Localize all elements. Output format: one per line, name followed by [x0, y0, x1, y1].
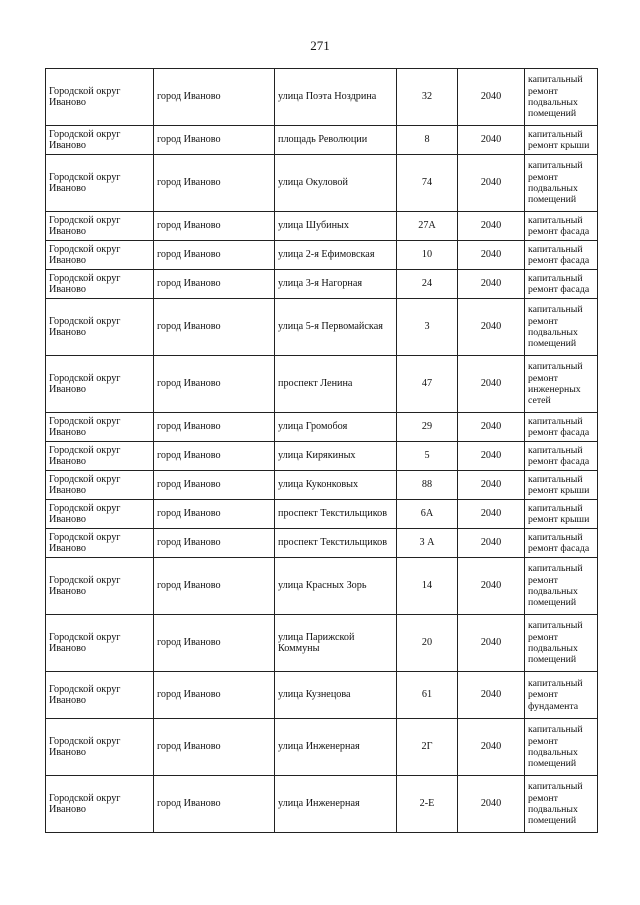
year-cell: 2040: [458, 155, 525, 212]
year-cell: 2040: [458, 776, 525, 833]
table-row: [46, 776, 598, 833]
year-cell: 2040: [458, 69, 525, 126]
street-cell: улица 5-я Первомайская: [275, 299, 397, 356]
city-cell: город Иваново: [154, 356, 275, 413]
okrug-cell: Городской округ Иваново: [46, 126, 154, 155]
okrug-cell: Городской округ Иваново: [46, 442, 154, 471]
city-cell: город Иваново: [154, 500, 275, 529]
work-type-cell: капитальный ремонт подвальных помещений: [525, 558, 598, 615]
city-cell: город Иваново: [154, 719, 275, 776]
street-cell: проспект Текстильщиков: [275, 529, 397, 558]
work-type-cell: капитальный ремонт подвальных помещений: [525, 615, 598, 672]
work-type-cell: капитальный ремонт подвальных помещений: [525, 719, 598, 776]
year-cell: 2040: [458, 719, 525, 776]
street-cell: улица Поэта Ноздрина: [275, 69, 397, 126]
city-cell: город Иваново: [154, 126, 275, 155]
house-number-cell: 14: [397, 558, 458, 615]
house-number-cell: 29: [397, 413, 458, 442]
registry-table-body: [46, 69, 598, 833]
year-cell: 2040: [458, 413, 525, 442]
year-cell: 2040: [458, 270, 525, 299]
work-type-cell: капитальный ремонт подвальных помещений: [525, 69, 598, 126]
okrug-cell: Городской округ Иваново: [46, 212, 154, 241]
table-row: [46, 719, 598, 776]
table-row: [46, 155, 598, 212]
street-cell: улица 2-я Ефимовская: [275, 241, 397, 270]
city-cell: город Иваново: [154, 299, 275, 356]
okrug-cell: Городской округ Иваново: [46, 719, 154, 776]
city-cell: город Иваново: [154, 413, 275, 442]
okrug-cell: Городской округ Иваново: [46, 155, 154, 212]
house-number-cell: 3 А: [397, 529, 458, 558]
okrug-cell: Городской округ Иваново: [46, 615, 154, 672]
street-cell: улица Красных Зорь: [275, 558, 397, 615]
street-cell: улица Кузнецова: [275, 672, 397, 719]
city-cell: город Иваново: [154, 442, 275, 471]
table-row: [46, 69, 598, 126]
city-cell: город Иваново: [154, 212, 275, 241]
table-row: [46, 672, 598, 719]
street-cell: проспект Ленина: [275, 356, 397, 413]
table-row: [46, 529, 598, 558]
city-cell: город Иваново: [154, 672, 275, 719]
work-type-cell: капитальный ремонт подвальных помещений: [525, 776, 598, 833]
street-cell: улица Парижской Коммуны: [275, 615, 397, 672]
okrug-cell: Городской округ Иваново: [46, 241, 154, 270]
year-cell: 2040: [458, 529, 525, 558]
house-number-cell: 5: [397, 442, 458, 471]
street-cell: улица Куконковых: [275, 471, 397, 500]
street-cell: улица Инженерная: [275, 719, 397, 776]
street-cell: площадь Революции: [275, 126, 397, 155]
house-number-cell: 3: [397, 299, 458, 356]
page-number: 271: [310, 38, 330, 53]
street-cell: улица Кирякиных: [275, 442, 397, 471]
city-cell: город Иваново: [154, 69, 275, 126]
registry-table: [45, 68, 598, 833]
house-number-cell: 74: [397, 155, 458, 212]
year-cell: 2040: [458, 672, 525, 719]
year-cell: 2040: [458, 212, 525, 241]
table-row: [46, 500, 598, 529]
city-cell: город Иваново: [154, 558, 275, 615]
year-cell: 2040: [458, 500, 525, 529]
table-row: [46, 241, 598, 270]
house-number-cell: 6А: [397, 500, 458, 529]
table-row: [46, 615, 598, 672]
okrug-cell: Городской округ Иваново: [46, 529, 154, 558]
city-cell: город Иваново: [154, 241, 275, 270]
work-type-cell: капитальный ремонт подвальных помещений: [525, 155, 598, 212]
year-cell: 2040: [458, 299, 525, 356]
okrug-cell: Городской округ Иваново: [46, 672, 154, 719]
okrug-cell: Городской округ Иваново: [46, 69, 154, 126]
city-cell: город Иваново: [154, 776, 275, 833]
okrug-cell: Городской округ Иваново: [46, 270, 154, 299]
year-cell: 2040: [458, 558, 525, 615]
work-type-cell: капитальный ремонт фундамента: [525, 672, 598, 719]
table-row: [46, 442, 598, 471]
city-cell: город Иваново: [154, 155, 275, 212]
house-number-cell: 20: [397, 615, 458, 672]
house-number-cell: 24: [397, 270, 458, 299]
table-row: [46, 299, 598, 356]
street-cell: улица Громобоя: [275, 413, 397, 442]
work-type-cell: капитальный ремонт фасада: [525, 529, 598, 558]
work-type-cell: капитальный ремонт крыши: [525, 500, 598, 529]
year-cell: 2040: [458, 471, 525, 500]
house-number-cell: 2Г: [397, 719, 458, 776]
work-type-cell: капитальный ремонт крыши: [525, 471, 598, 500]
city-cell: город Иваново: [154, 529, 275, 558]
house-number-cell: 88: [397, 471, 458, 500]
street-cell: улица Инженерная: [275, 776, 397, 833]
house-number-cell: 32: [397, 69, 458, 126]
year-cell: 2040: [458, 241, 525, 270]
work-type-cell: капитальный ремонт фасада: [525, 270, 598, 299]
house-number-cell: 61: [397, 672, 458, 719]
table-row: [46, 126, 598, 155]
table-row: [46, 356, 598, 413]
work-type-cell: капитальный ремонт подвальных помещений: [525, 299, 598, 356]
city-cell: город Иваново: [154, 270, 275, 299]
table-row: [46, 413, 598, 442]
house-number-cell: 10: [397, 241, 458, 270]
city-cell: город Иваново: [154, 615, 275, 672]
table-row: [46, 558, 598, 615]
okrug-cell: Городской округ Иваново: [46, 413, 154, 442]
table-row: [46, 212, 598, 241]
work-type-cell: капитальный ремонт инженерных сетей: [525, 356, 598, 413]
street-cell: улица Окуловой: [275, 155, 397, 212]
year-cell: 2040: [458, 615, 525, 672]
table-row: [46, 270, 598, 299]
year-cell: 2040: [458, 442, 525, 471]
work-type-cell: капитальный ремонт фасада: [525, 442, 598, 471]
street-cell: проспект Текстильщиков: [275, 500, 397, 529]
street-cell: улица Шубиных: [275, 212, 397, 241]
okrug-cell: Городской округ Иваново: [46, 776, 154, 833]
house-number-cell: 47: [397, 356, 458, 413]
street-cell: улица 3-я Нагорная: [275, 270, 397, 299]
table-row: [46, 471, 598, 500]
house-number-cell: 2-Е: [397, 776, 458, 833]
okrug-cell: Городской округ Иваново: [46, 356, 154, 413]
work-type-cell: капитальный ремонт крыши: [525, 126, 598, 155]
work-type-cell: капитальный ремонт фасада: [525, 212, 598, 241]
house-number-cell: 27А: [397, 212, 458, 241]
house-number-cell: 8: [397, 126, 458, 155]
year-cell: 2040: [458, 126, 525, 155]
work-type-cell: капитальный ремонт фасада: [525, 241, 598, 270]
okrug-cell: Городской округ Иваново: [46, 500, 154, 529]
city-cell: город Иваново: [154, 471, 275, 500]
okrug-cell: Городской округ Иваново: [46, 471, 154, 500]
okrug-cell: Городской округ Иваново: [46, 299, 154, 356]
year-cell: 2040: [458, 356, 525, 413]
okrug-cell: Городской округ Иваново: [46, 558, 154, 615]
work-type-cell: капитальный ремонт фасада: [525, 413, 598, 442]
